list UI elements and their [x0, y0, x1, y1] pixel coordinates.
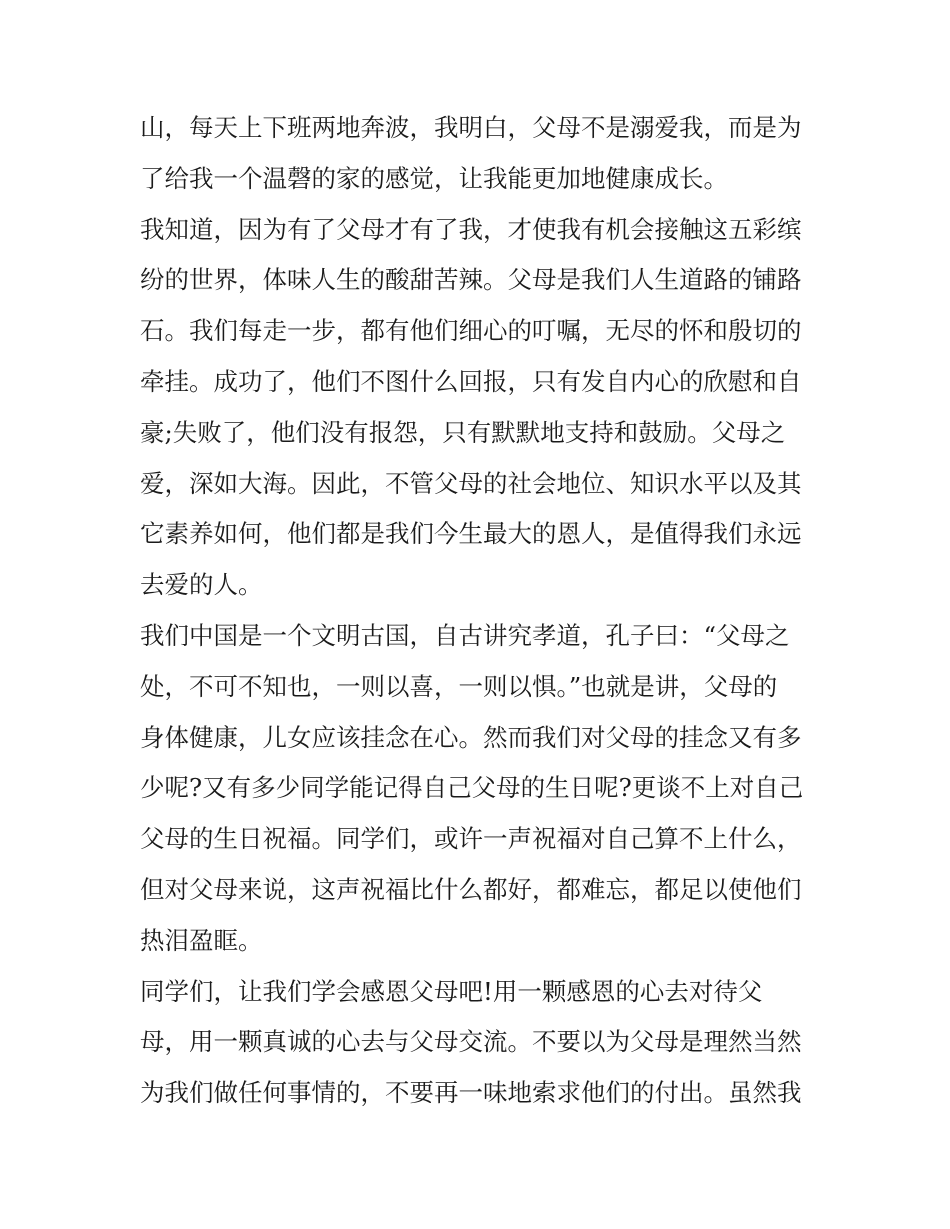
- text-line: 牵挂。成功了，他们不图什么回报，只有发自内心的欣慰和自: [140, 366, 802, 396]
- text-line: 热泪盈眶。: [140, 925, 263, 955]
- text-line: 父母的生日祝福。同学们，或许一声祝福对自己算不上什么，: [140, 824, 802, 854]
- text-line: 爱，深如大海。因此，不管父母的社会地位、知识水平以及其: [140, 468, 802, 498]
- text-line: 豪;失败了，他们没有报怨，只有默默地支持和鼓励。父母之: [140, 417, 786, 447]
- text-line: 但对父母来说，这声祝福比什么都好，都难忘，都足以使他们: [140, 874, 802, 904]
- text-line: 母，用一颗真诚的心去与父母交流。不要以为父母是理然当然: [140, 1027, 802, 1057]
- text-line: 石。我们每走一步，都有他们细心的叮嘱，无尽的怀和殷切的: [140, 316, 802, 346]
- text-line: 了给我一个温磬的家的感觉，让我能更加地健康成长。: [140, 163, 728, 193]
- text-line: 处，不可不知也，一则以喜，一则以惧。”也就是讲，父母的: [140, 671, 778, 701]
- text-line: 少呢?又有多少同学能记得自己父母的生日呢?更谈不上对自己: [140, 773, 804, 803]
- body-text: [140, 103, 820, 1119]
- text-line: 我知道，因为有了父母才有了我，才使我有机会接触这五彩缤: [140, 214, 802, 244]
- text-line: 我们中国是一个文明古国，自古讲究孝道，孔子曰：“父母之: [140, 620, 790, 650]
- text-line: 身体健康，儿女应该挂念在心。然而我们对父母的挂念又有多: [140, 722, 802, 752]
- text-line: 它素养如何，他们都是我们今生最大的恩人，是值得我们永远: [140, 519, 802, 549]
- text-line: 山，每天上下班两地奔波，我明白，父母不是溺爱我，而是为: [140, 113, 802, 142]
- text-line: 为我们做任何事情的，不要再一味地索求他们的付出。虽然我: [140, 1078, 802, 1108]
- text-line: 纷的世界，体味人生的酸甜苦辣。父母是我们人生道路的铺路: [140, 265, 802, 295]
- text-line: 去爱的人。: [140, 570, 263, 600]
- text-line: 同学们，让我们学会感恩父母吧!用一颗感恩的心去对待父: [140, 976, 763, 1006]
